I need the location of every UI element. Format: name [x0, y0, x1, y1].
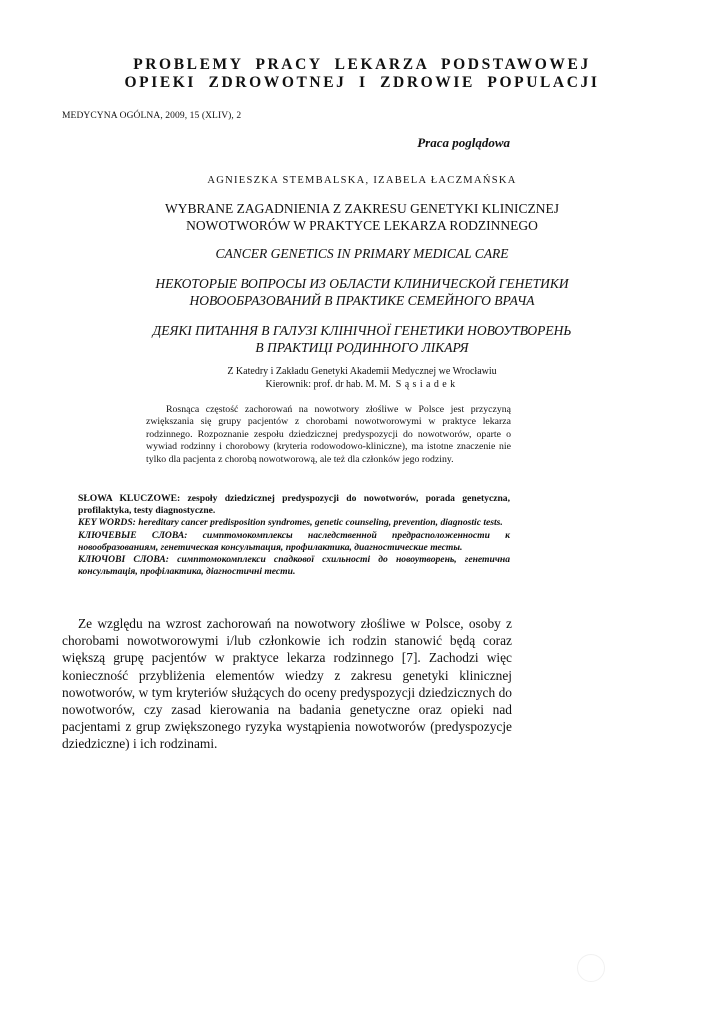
title-ukrainian [60, 322, 664, 356]
journal-header-line-1: PROBLEMY PRACY LEKARZA PODSTAWOWEJ [133, 56, 591, 73]
keywords-russian: КЛЮЧЕВЫЕ СЛОВА: симптомокомплексы наследственной предрасположенности к новообразованиям, генетическая консультация, профилактика, диагностические тесты. [78, 529, 510, 553]
journal-citation: MEDYCYNA OGÓLNA, 2009, 15 (XLIV), 2 [62, 111, 242, 121]
title-russian-line-2: НОВООБРАЗОВАНИЙ В ПРАКТИКЕ СЕМЕЙНОГО ВРАЧА [189, 293, 535, 308]
affiliation-head-surname: Sąsiadek [395, 379, 459, 390]
journal-header [60, 56, 664, 92]
title-ukrainian-line-2: В ПРАКТИЦІ РОДИННОГО ЛІКАРЯ [255, 340, 469, 355]
affiliation-head-prefix: Kierownik: prof. dr hab. M. M. [265, 379, 391, 390]
affiliation-institution: Z Katedry i Zakładu Genetyki Akademii Medycznej we Wrocławiu [227, 366, 497, 377]
title-russian [60, 275, 664, 309]
article-type: Praca poglądowa [417, 135, 510, 150]
authors: AGNIESZKA STEMBALSKA, IZABELA ŁACZMAŃSKA [207, 175, 517, 186]
title-polish-line-2: NOWOTWORÓW W PRAKTYCE LEKARZA RODZINNEGO [186, 218, 538, 233]
title-english [60, 245, 664, 262]
keywords-english: KEY WORDS: hereditary cancer predisposition syndromes, genetic counseling, prevention, diagnostic tests. [78, 517, 503, 529]
affiliation-head [60, 378, 664, 391]
title-english-line-1: CANCER GENETICS IN PRIMARY MEDICAL CARE [215, 246, 509, 261]
keywords-block [78, 493, 510, 578]
keywords-ukrainian: КЛЮЧОВІ СЛОВА: симптомокомплекси спадкової схильності до новоутворень, генетична консультація, профілактика, діагностичні тести. [78, 554, 510, 578]
body-paragraph: Ze względu na wzrost zachorowań na nowotwory złośliwe w Polsce, osoby z chorobami nowotworowymi i/lub członkowie ich rodzin stanowić będą coraz większą grupę pacjentów w praktyce lekarza rodzinnego [7]. Zachodzi więc konieczność przybliżenia elementów wiedzy z zakresu genetyki klinicznej nowotworów, w tym kryteriów służących do oceny predyspozycji dziedzicznych do nowotworów, czy zasad kierowania na badania genetyczne oraz opieki nad pacjentami z grup zwiększonego ryzyka wystąpienia nowotworów (predyspozycje dziedziczne) i ich rodzinami. [62, 616, 512, 752]
journal-header-line-2: OPIEKI ZDROWOTNEJ I ZDROWIE POPULACJI [124, 74, 600, 91]
title-polish-line-1: WYBRANE ZAGADNIENIA Z ZAKRESU GENETYKI KLINICZNEJ [164, 201, 560, 216]
title-ukrainian-line-1: ДЕЯКІ ПИТАННЯ В ГАЛУЗІ КЛІНІЧНОЇ ГЕНЕТИКИ НОВОУТВОРЕНЬ [152, 323, 572, 338]
title-polish [60, 200, 664, 234]
watermark-seal-icon [577, 954, 605, 982]
keywords-polish: SŁOWA KLUCZOWE: zespoły dziedzicznej predyspozycji do nowotworów, porada genetyczna, profilaktyka, testy diagnostyczne. [78, 493, 510, 517]
abstract: Rosnąca częstość zachorowań na nowotwory złośliwe w Polsce jest przyczyną zwiększania się grupy pacjentów z chorobami nowotworowymi w praktyce lekarza rodzinnego. Rozpoznanie zespołu dziedzicznej predyspozycji do nowotworów, oparte o wywiad rodzinny i chorobowy (kryteria rodowodowo-kliniczne), ma istotne znaczenie nie tylko dla pacjenta z chorobą nowotworową, ale też dla członków jego rodziny. [146, 404, 511, 465]
title-russian-line-1: НЕКОТОРЫЕ ВОПРОСЫ ИЗ ОБЛАСТИ КЛИНИЧЕСКОЙ ГЕНЕТИКИ [155, 276, 569, 291]
affiliation [60, 365, 664, 391]
